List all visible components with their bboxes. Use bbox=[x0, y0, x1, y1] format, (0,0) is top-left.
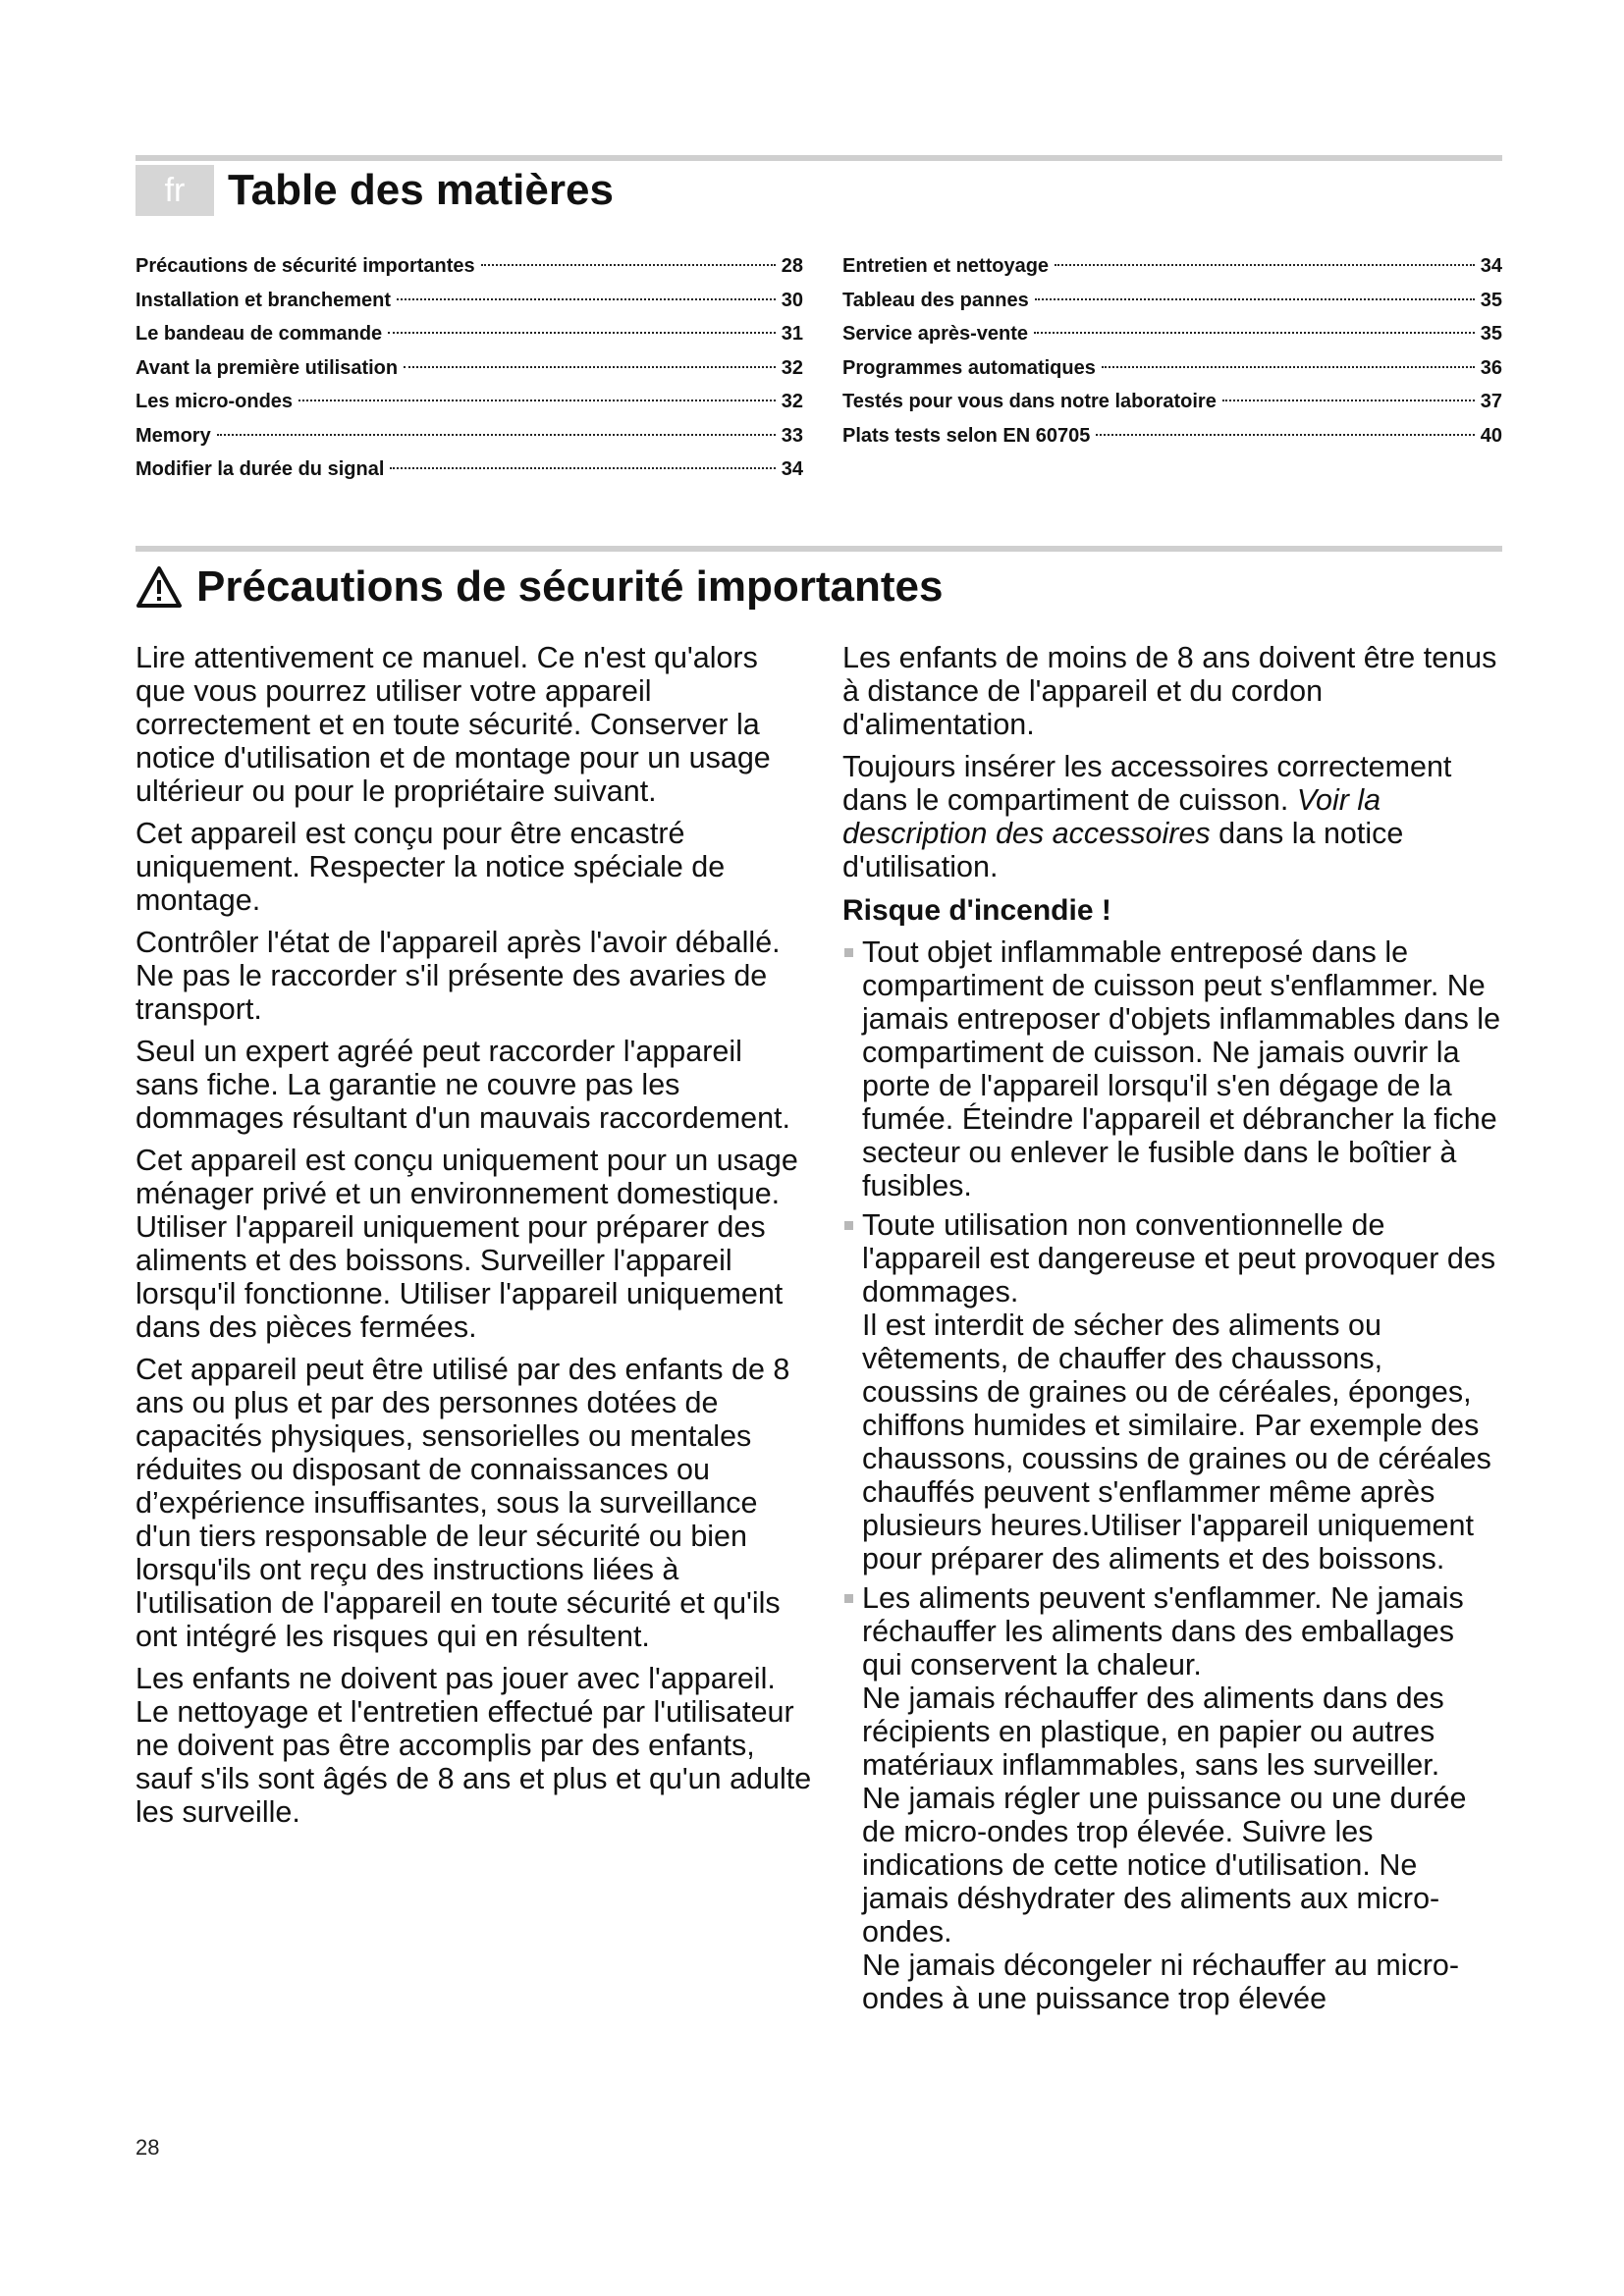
toc-entry[interactable]: Programmes automatiques 36 bbox=[842, 356, 1502, 379]
list-item: Les aliments peuvent s'enflammer. Ne jamais réchauffer les aliments dans des emballages qui conservent la chaleur. Ne jamais réchauffer des aliments dans des récipients en plastique, en papier ou autres matériaux inflammables, sans les surveiller. Ne jamais régler une puissance ou une durée de micro-ondes trop élevée. Suivre les indications de cette notice d'utilisation. Ne jamais déshydrater des aliments aux micro-ondes. Ne jamais décongeler ni réchauffer au micro-ondes à une puissance trop élevée bbox=[842, 1581, 1502, 2015]
toc-rule bbox=[135, 155, 1502, 161]
paragraph: Les enfants de moins de 8 ans doivent être tenus à distance de l'appareil et du cordon d'alimentation. bbox=[842, 641, 1497, 741]
paragraph: Cet appareil peut être utilisé par des enfants de 8 ans ou plus et par des personnes dotées de capacités physiques, sensorielles ou mentales réduites ou disposant de connaissances ou d’expérience insuffisantes, sous la surveillance d'un tiers responsable de leur sécurité ou bien lorsqu'ils ont reçu des instructions liées à l'utilisation de l'appareil en toute sécurité et qu'ils ont intégré les risques qui en résultent. bbox=[135, 1353, 790, 1653]
italic-reference: Voir la description des accessoires bbox=[842, 783, 1381, 850]
fire-risk-heading: Risque d'incendie ! bbox=[842, 894, 1111, 927]
warning-icon bbox=[135, 565, 183, 609]
safety-title: Précautions de sécurité importantes bbox=[196, 562, 944, 611]
toc-entry[interactable]: Entretien et nettoyage 34 bbox=[842, 255, 1502, 277]
paragraph: Seul un expert agréé peut raccorder l'appareil sans fiche. La garantie ne couvre pas les dommages résultant d'un mauvais raccordement. bbox=[135, 1035, 790, 1135]
toc-entry[interactable]: Tableau des pannes 35 bbox=[842, 289, 1502, 311]
right-text-column bbox=[842, 641, 1502, 2021]
page-number: 28 bbox=[135, 2135, 160, 2160]
paragraph: Cet appareil est conçu uniquement pour un usage ménager privé et un environnement domestique. Utiliser l'appareil uniquement pour préparer des aliments et des boissons. Surveiller l'appareil lorsqu'il fonctionne. Utiliser l'appareil uniquement dans des pièces fermées. bbox=[135, 1144, 798, 1344]
toc-right-column bbox=[842, 249, 1502, 453]
paragraph: Lire attentivement ce manuel. Ce n'est qu'alors que vous pourrez utiliser votre appareil correctement et en toute sécurité. Conserver la notice d'utilisation et de montage pour un usage ultérieur ou pour le propriétaire suivant. bbox=[135, 641, 771, 808]
safety-rule bbox=[135, 546, 1502, 552]
bullet-square-icon bbox=[844, 948, 853, 957]
toc-entry[interactable]: Service après-vente 35 bbox=[842, 323, 1502, 345]
toc-title: Table des matières bbox=[228, 166, 614, 214]
toc-left-column bbox=[135, 249, 803, 487]
toc-entry[interactable]: Avant la première utilisation 32 bbox=[135, 356, 803, 379]
bullet-square-icon bbox=[844, 1221, 853, 1230]
fire-risk-list bbox=[842, 935, 1502, 2015]
toc-entry[interactable]: Testés pour vous dans notre laboratoire 37 bbox=[842, 391, 1502, 412]
paragraph: Toujours insérer les accessoires correctement dans le compartiment de cuisson. Voir la description des accessoires dans la notice d'utilisation. bbox=[842, 750, 1452, 883]
left-text-column bbox=[135, 641, 813, 1838]
toc-entry[interactable]: Les micro-ondes 32 bbox=[135, 391, 803, 412]
bullet-square-icon bbox=[844, 1594, 853, 1603]
toc-entry[interactable]: Installation et branchement 30 bbox=[135, 289, 803, 311]
list-item: Tout objet inflammable entreposé dans le compartiment de cuisson peut s'enflammer. Ne jamais entreposer d'objets inflammables dans le compartiment de cuisson. Ne jamais ouvrir la porte de l'appareil lorsqu'il s'en dégage de la fumée. Éteindre l'appareil et débrancher la fiche secteur ou enlever le fusible dans le boîtier à fusibles. bbox=[842, 935, 1502, 1202]
language-tab: fr bbox=[135, 165, 214, 216]
safety-heading bbox=[135, 560, 943, 614]
toc-entry[interactable]: Le bandeau de commande 31 bbox=[135, 323, 803, 345]
toc-entry[interactable]: Plats tests selon EN 60705 40 bbox=[842, 424, 1502, 447]
paragraph: Contrôler l'état de l'appareil après l'avoir déballé. Ne pas le raccorder s'il présente des avaries de transport. bbox=[135, 926, 781, 1026]
paragraph: Les enfants ne doivent pas jouer avec l'appareil. Le nettoyage et l'entretien effectué par l'utilisateur ne doivent pas être accomplis par des enfants, sauf s'ils sont âgés de 8 ans et plus et qu'un adulte les surveille. bbox=[135, 1662, 812, 1829]
toc-entry[interactable]: Modifier la durée du signal 34 bbox=[135, 458, 803, 480]
paragraph: Cet appareil est conçu pour être encastré uniquement. Respecter la notice spéciale de montage. bbox=[135, 817, 726, 917]
list-item: Toute utilisation non conventionnelle de l'appareil est dangereuse et peut provoquer des dommages. Il est interdit de sécher des aliments ou vêtements, de chauffer des chaussons, coussins de graines ou de céréales, éponges, chiffons humides et similaire. Par exemple des chaussons, coussins de graines ou de céréales chauffés peuvent s'enflammer même après plusieurs heures.Utiliser l'appareil uniquement pour préparer des aliments et des boissons. bbox=[842, 1208, 1502, 1575]
toc-entry[interactable]: Précautions de sécurité importantes 28 bbox=[135, 255, 803, 277]
toc-entry[interactable]: Memory 33 bbox=[135, 424, 803, 447]
